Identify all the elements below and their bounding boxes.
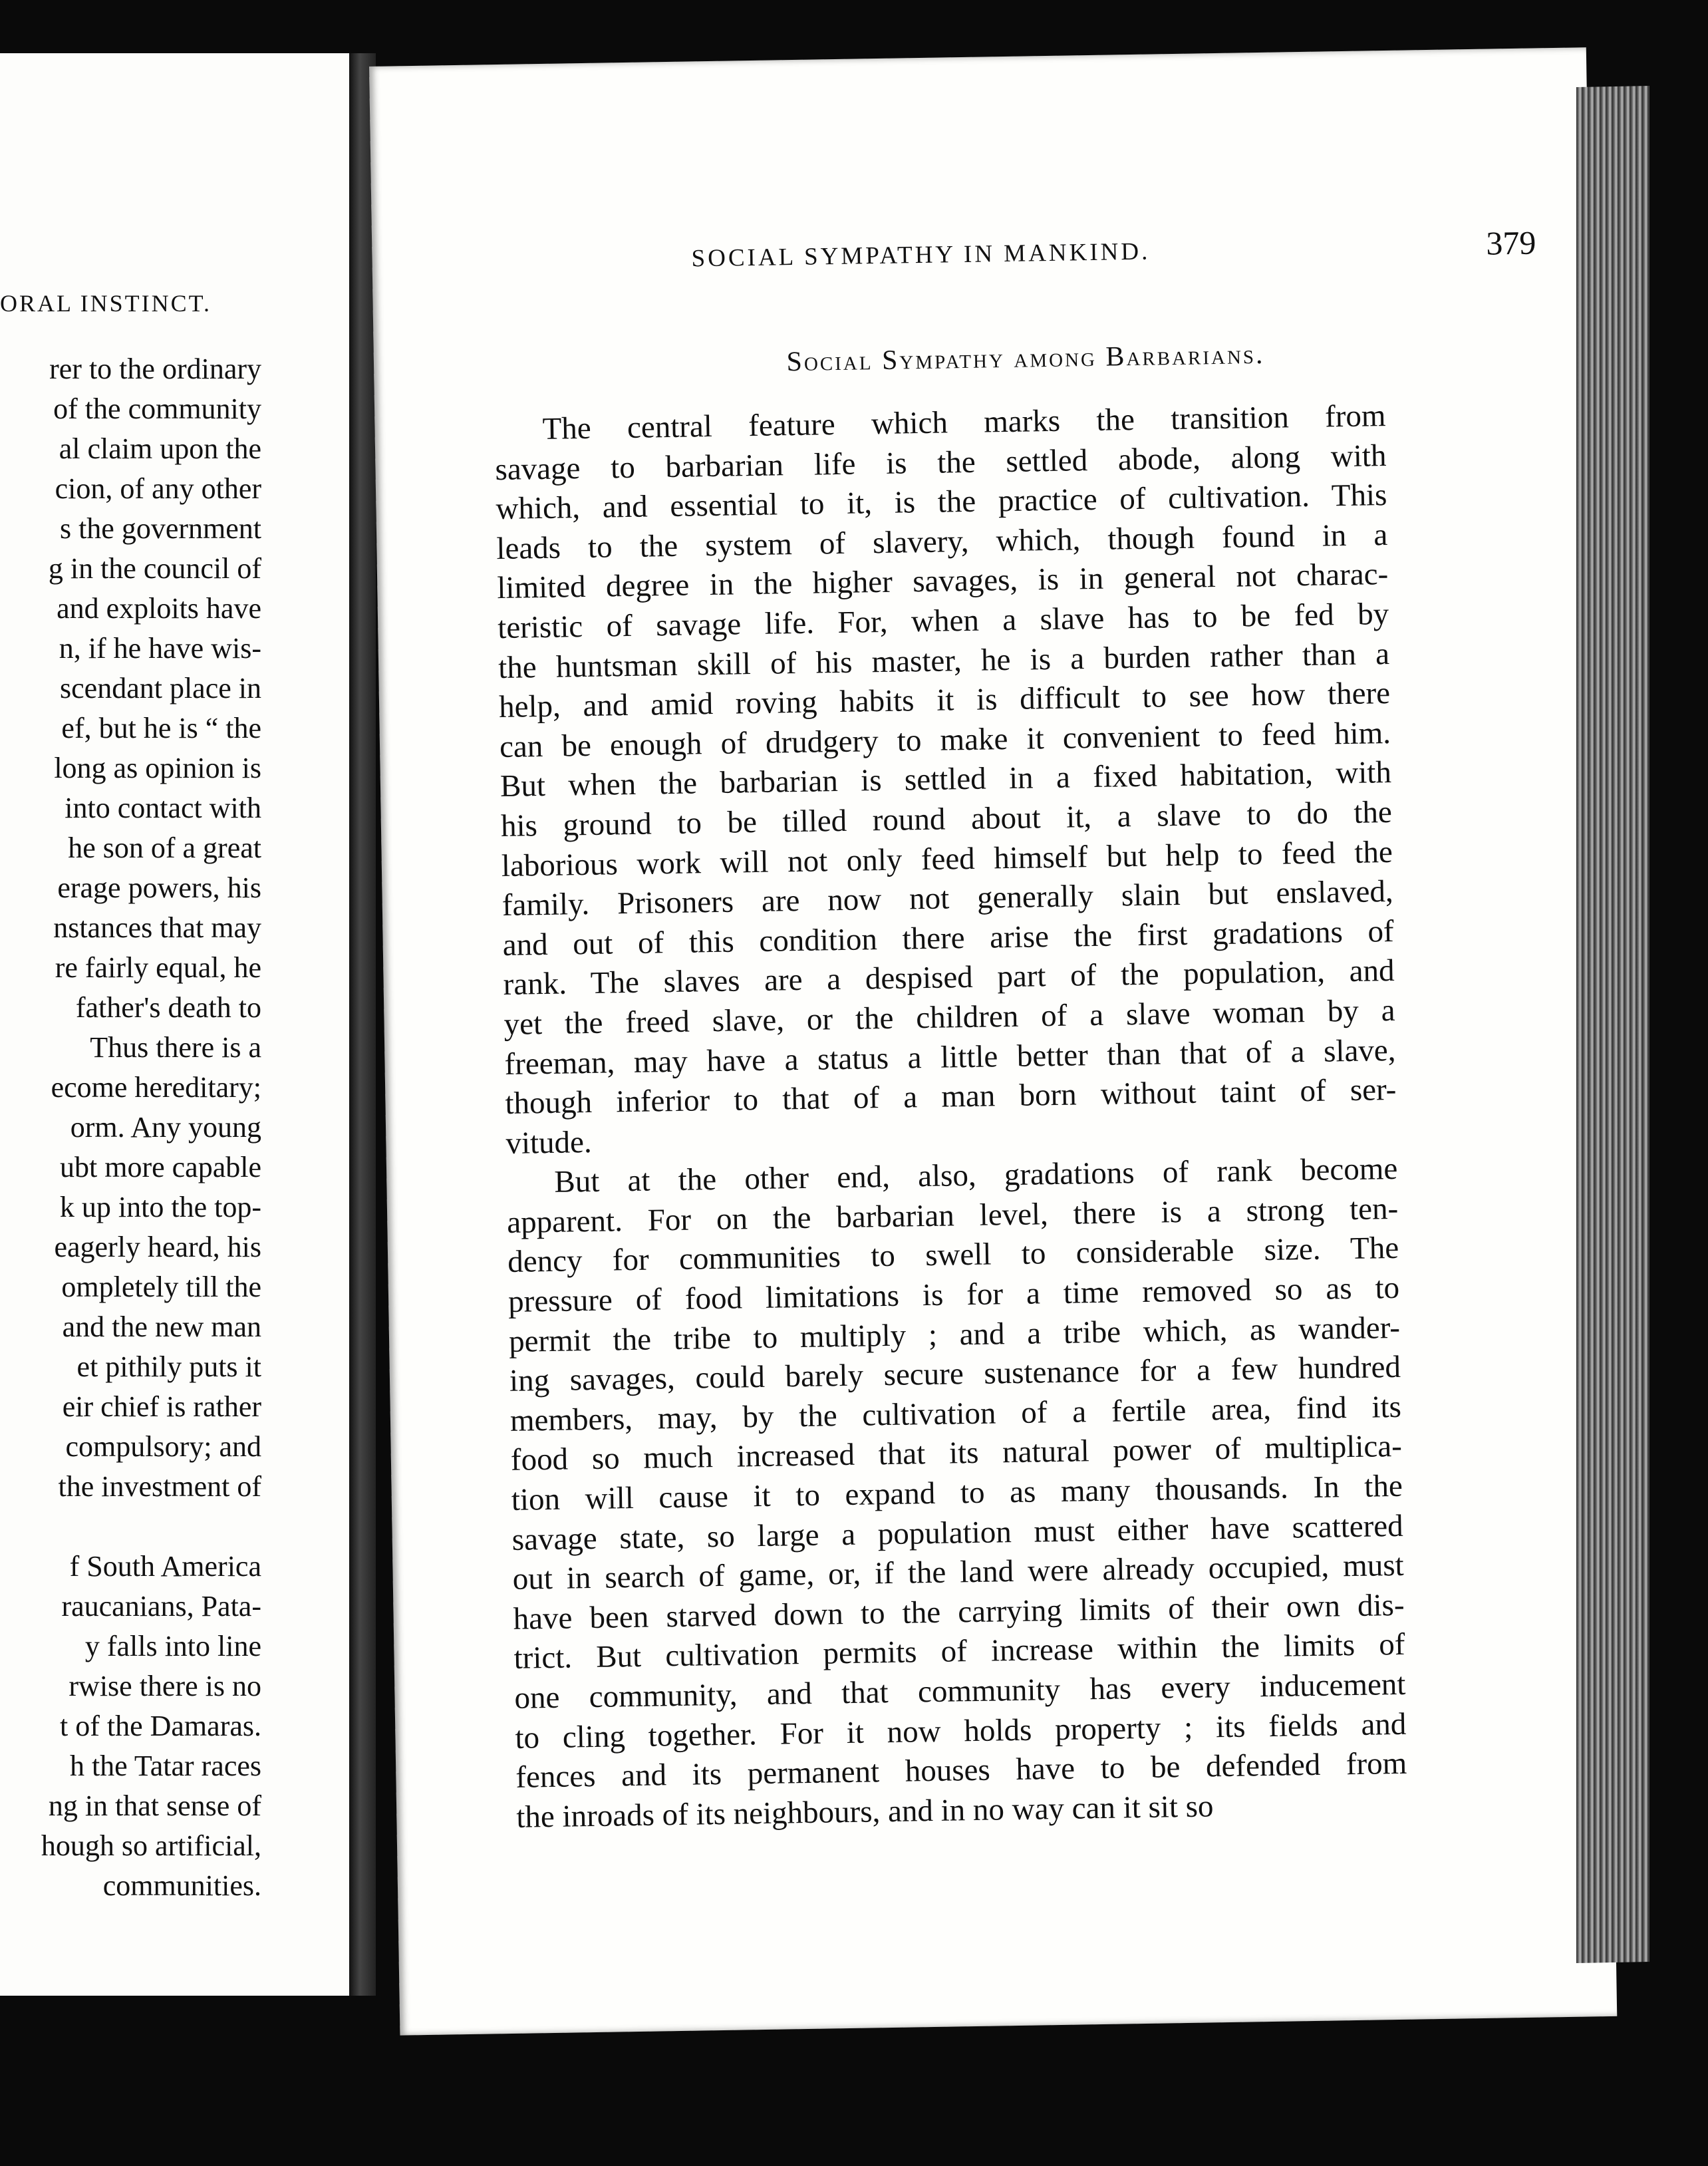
running-title: SOCIAL SYMPATHY IN MANKIND. bbox=[691, 237, 1151, 273]
body-text-line: help, and amid roving habits it is difficult to see how there bbox=[498, 676, 1391, 725]
left-text-line: and the new man bbox=[62, 1311, 261, 1343]
body-text-line: leads to the system of slavery, which, though found in a bbox=[496, 517, 1388, 566]
body-text-line: teristic of savage life. For, when a slave has to be fed by bbox=[497, 596, 1389, 646]
body-text-line: The central feature which marks the transition from bbox=[542, 398, 1386, 446]
body-text-line: his ground to be tilled round about it, a slave to do the bbox=[500, 794, 1393, 844]
right-page bbox=[369, 47, 1617, 2035]
left-text-line: ubt more capable bbox=[60, 1151, 261, 1183]
left-text-line: ef, but he is “ the bbox=[61, 712, 261, 744]
left-text-line: scendant place in bbox=[60, 672, 261, 704]
book-gutter bbox=[349, 53, 376, 1996]
left-text-line: h the Tatar races bbox=[69, 1750, 261, 1782]
left-text-line: n, if he have wis- bbox=[59, 632, 261, 665]
page-edges bbox=[1576, 86, 1649, 1963]
body-text-line: and out of this condition there arise the first gradations of bbox=[502, 913, 1395, 963]
left-text-line: ng in that sense of bbox=[48, 1789, 261, 1822]
body-text-line: limited degree in the higher savages, is in general not charac- bbox=[496, 557, 1389, 606]
left-text-line: re fairly equal, he bbox=[55, 951, 261, 984]
page-number: 379 bbox=[1485, 224, 1536, 262]
body-text-line: freeman, may have a status a little better than that of a slave, bbox=[504, 1032, 1396, 1082]
body-text-line: tion will cause it to expand to as many thousands. In the bbox=[511, 1468, 1403, 1517]
left-text-line: f South America bbox=[69, 1550, 261, 1583]
body-text-line: though inferior to that of a man born without taint of ser- bbox=[505, 1072, 1397, 1122]
left-text-line: orm. Any young bbox=[70, 1111, 261, 1144]
body-text-line: vitude. bbox=[505, 1124, 593, 1161]
body-text-line: one community, and that community has every inducement bbox=[514, 1666, 1406, 1716]
left-text-line: and exploits have bbox=[57, 592, 261, 625]
left-text-line bbox=[0, 1507, 349, 1547]
section-title: Social Sympathy among Barbarians. bbox=[786, 339, 1265, 378]
body-text-line: savage state, so large a population must either have scattered bbox=[511, 1508, 1404, 1557]
body-text bbox=[494, 396, 1408, 1837]
body-text-line: trict. But cultivation permits of increase within the limits of bbox=[513, 1627, 1405, 1676]
body-text-line: family. Prisoners are now not generally slain but enslaved, bbox=[501, 874, 1394, 923]
left-text-line: y falls into line bbox=[84, 1630, 261, 1662]
left-page bbox=[0, 53, 353, 1996]
left-text-line: the investment of bbox=[58, 1470, 261, 1503]
body-text-line: yet the freed slave, or the children of a slave woman by a bbox=[503, 993, 1395, 1042]
left-text-line: communities. bbox=[102, 1869, 261, 1902]
body-text-line: have been starved down to the carrying limits of their own dis- bbox=[513, 1587, 1405, 1636]
body-text-line: out in search of game, or, if the land were already occupied, must bbox=[512, 1548, 1404, 1597]
left-page-text bbox=[0, 349, 349, 1906]
left-text-line: erage powers, his bbox=[57, 871, 261, 904]
left-text-line: of the community bbox=[53, 392, 261, 425]
left-text-line: t of the Damaras. bbox=[60, 1710, 261, 1742]
left-text-line: k up into the top- bbox=[59, 1191, 261, 1223]
left-text-line: hough so artificial, bbox=[41, 1829, 261, 1862]
body-text-line: rank. The slaves are a despised part of the population, and bbox=[503, 953, 1395, 1003]
body-text-line: pressure of food limitations is for a time removed so as to bbox=[507, 1270, 1400, 1320]
left-text-line: he son of a great bbox=[68, 832, 261, 864]
left-text-line: cion, of any other bbox=[55, 472, 261, 505]
left-text-line: into contact with bbox=[65, 792, 261, 824]
left-text-line: long as opinion is bbox=[54, 752, 261, 784]
left-text-line: ecome hereditary; bbox=[51, 1071, 261, 1104]
left-running-head: ORAL INSTINCT. bbox=[0, 290, 212, 317]
left-text-line: g in the council of bbox=[48, 552, 261, 585]
body-text-line: members, may, by the cultivation of a fertile area, find its bbox=[509, 1389, 1402, 1438]
body-text-line: food so much increased that its natural power of multiplica- bbox=[510, 1429, 1403, 1478]
left-text-line: father's death to bbox=[75, 991, 261, 1024]
body-text-line: to cling together. For it now holds property ; its fields and bbox=[515, 1706, 1407, 1756]
body-text-line: savage to barbarian life is the settled abode, along with bbox=[495, 438, 1387, 487]
left-text-line: al claim upon the bbox=[59, 432, 261, 465]
body-text-line: which, and essential to it, is the practice of cultivation. This bbox=[496, 478, 1387, 527]
left-text-line: raucanians, Pata- bbox=[61, 1590, 261, 1623]
body-text-line: dency for communities to swell to considerable size. The bbox=[507, 1231, 1399, 1280]
body-text-line: But when the barbarian is settled in a fixed habitation, with bbox=[499, 755, 1392, 804]
body-text-line: the inroads of its neighbours, and in no way can it sit so bbox=[515, 1789, 1214, 1835]
body-text-line: apparent. For on the barbarian level, there is a strong ten- bbox=[506, 1191, 1399, 1240]
running-head bbox=[691, 224, 1556, 291]
left-text-line: nstances that may bbox=[53, 911, 261, 944]
body-text-line: permit the tribe to multiply ; and a tribe which, as wander- bbox=[508, 1310, 1401, 1359]
body-text-line: the huntsman skill of his master, he is a burden rather than a bbox=[498, 636, 1390, 685]
left-text-line: eagerly heard, his bbox=[54, 1231, 261, 1263]
left-text-line: compulsory; and bbox=[65, 1430, 261, 1463]
left-text-line: rer to the ordinary bbox=[49, 353, 261, 385]
left-text-line: et pithily puts it bbox=[76, 1350, 261, 1383]
body-text-line: laborious work will not only feed himself but help to feed the bbox=[501, 834, 1393, 883]
body-text-line: ing savages, could barely secure sustenance for a few hundred bbox=[509, 1350, 1401, 1399]
left-text-line: ompletely till the bbox=[61, 1271, 261, 1303]
left-text-line: rwise there is no bbox=[69, 1670, 261, 1702]
left-text-line: Thus there is a bbox=[90, 1031, 261, 1064]
left-text-line: eir chief is rather bbox=[62, 1390, 261, 1423]
body-text-line: But at the other end, also, gradations of rank become bbox=[553, 1152, 1398, 1200]
body-text-line: fences and its permanent houses have to be defended from bbox=[515, 1746, 1407, 1795]
left-text-line: s the government bbox=[59, 512, 261, 545]
body-text-line: can be enough of drudgery to make it convenient to feed him. bbox=[499, 715, 1391, 764]
